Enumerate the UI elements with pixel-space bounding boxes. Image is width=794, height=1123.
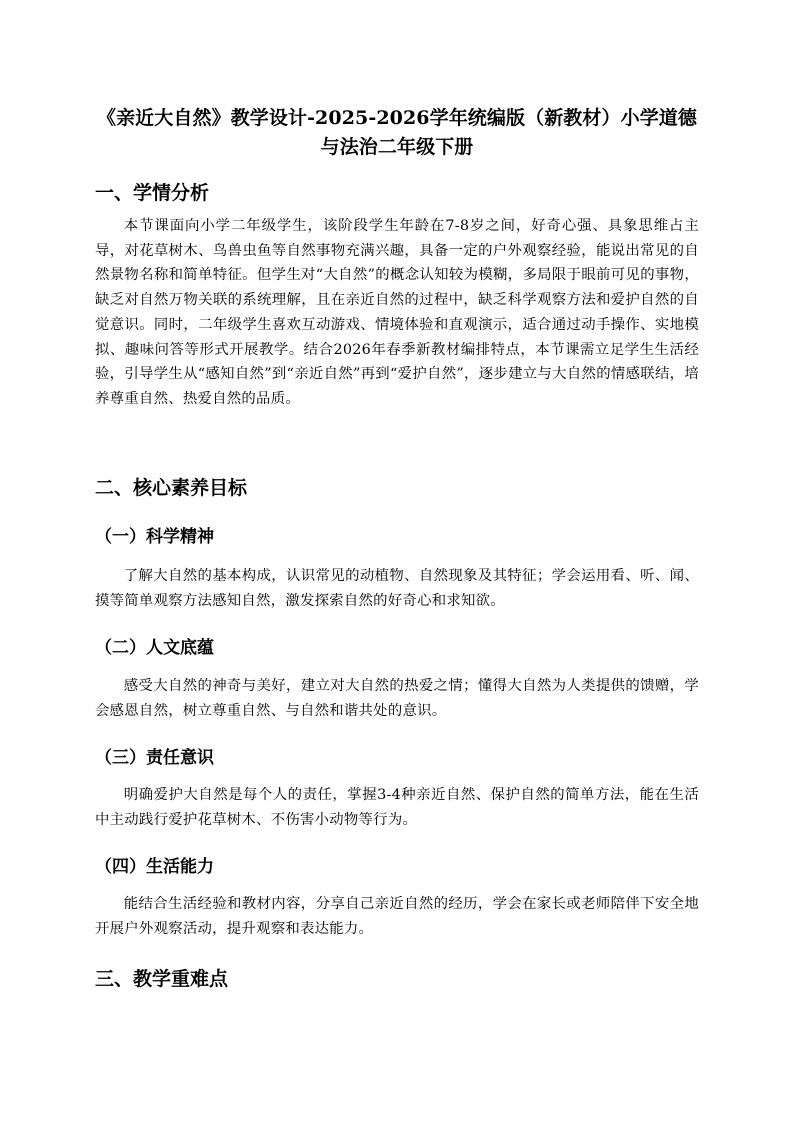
- subsection-heading-humanistic: （二）人文底蕴: [95, 638, 214, 658]
- section-heading-key-difficulties: 三、教学重难点: [95, 968, 229, 990]
- paragraph-life-ability: 能结合生活经验和教材内容，分享自己亲近自然的经历，学会在家长或老师陪伴下安全地开展户外观察活动，提升观察和表达能力。: [95, 896, 699, 937]
- subsection-heading-responsibility: （三）责任意识: [95, 748, 214, 768]
- paragraph-humanistic: 感受大自然的神奇与美好，建立对大自然的热爱之情；懂得大自然为人类提供的馈赠，学会感恩自然，树立尊重自然、与自然和谐共处的意识。: [95, 678, 699, 719]
- section-heading-core-goals: 二、核心素养目标: [95, 477, 248, 499]
- paragraph-responsibility: 明确爱护大自然是每个人的责任，掌握3-4种亲近自然、保护自然的简单方法，能在生活中主动践行爱护花草树木、不伤害小动物等行为。: [95, 787, 699, 828]
- paragraph-scientific-spirit: 了解大自然的基本构成，认识常见的动植物、自然现象及其特征；学会运用看、听、闻、摸等简单观察方法感知自然，激发探索自然的好奇心和求知欲。: [95, 568, 699, 609]
- subsection-heading-scientific-spirit: （一）科学精神: [95, 527, 214, 547]
- section-heading-learner-analysis: 一、学情分析: [95, 182, 210, 204]
- subsection-heading-life-ability: （四）生活能力: [95, 857, 214, 877]
- paragraph-learner-analysis: 本节课面向小学二年级学生，该阶段学生年龄在7-8岁之间，好奇心强、具象思维占主导，对花草树木、鸟兽虫鱼等自然事物充满兴趣，具备一定的户外观察经验，能说出常见的自然景物名称和简单特征。但学生对“大自然”的概念认知较为模糊，多局限于眼前可见的事物，缺乏对自然万物关联的系统理解，且在亲近自然的过程中，缺乏科学观察方法和爱护自然的自觉意识。同时，二年级学生喜欢互动游戏、情境体验和直观演示，适合通过动手操作、实地模拟、趣味问答等形式开展教学。结合2026年春季新教材编排特点，本节课需立足学生生活经验，引导学生从“感知自然”到“亲近自然”再到“爱护自然”，逐步建立与大自然的情感联结，培养尊重自然、热爱自然的品质。: [95, 218, 699, 407]
- document-title: 《亲近大自然》教学设计-2025-2026学年统编版（新教材）小学道德与法治二年级下册: [96, 107, 698, 158]
